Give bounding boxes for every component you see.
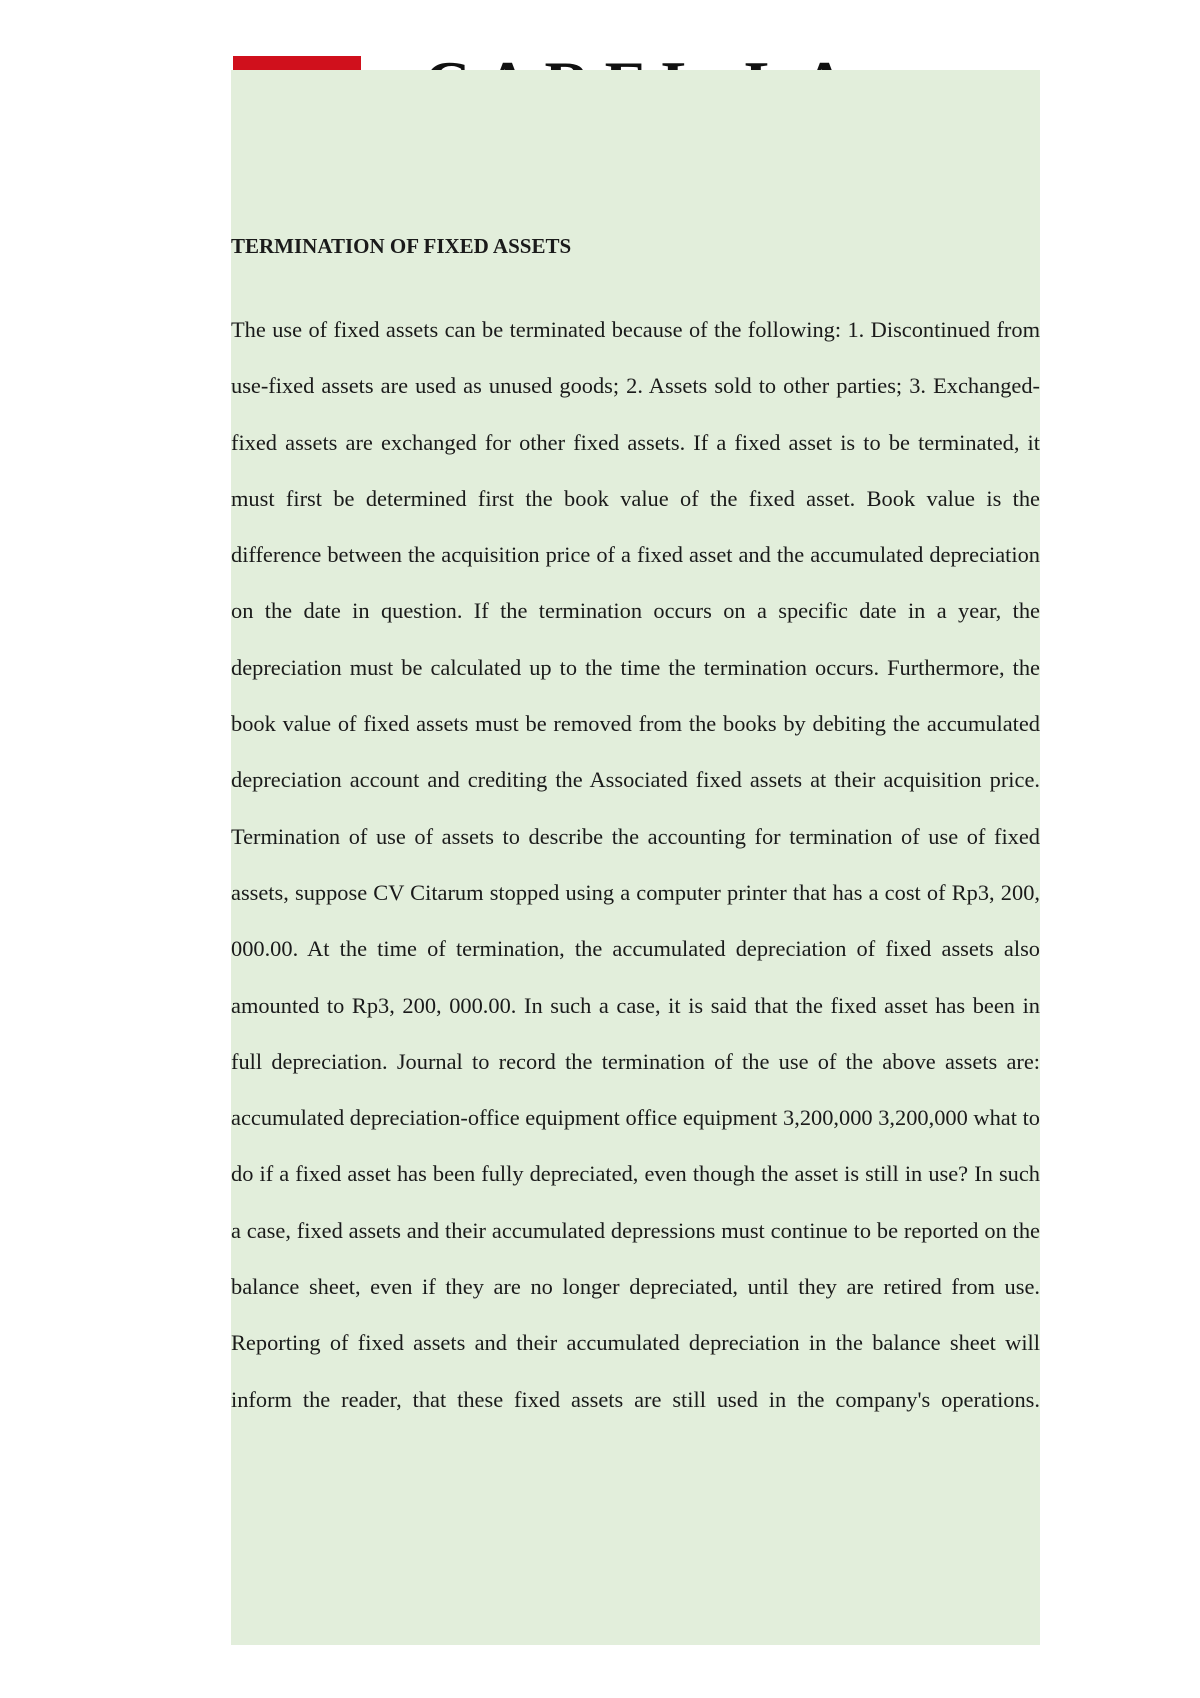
logo-wordmark bbox=[424, 50, 861, 72]
body-paragraph: The use of fixed assets can be terminated because of the following: 1. Discontinued from use-fixed assets are used as unused goods; 2. Assets sold to other parties; 3. Exchanged-fixed assets are exchanged for other fixed assets. If a fixed asset is to be terminated, it must first be determined first the book value of the fixed asset. Book value is the difference between the acquisition price of a fixed asset and the accumulated depreciation on the date in question. If the termination occurs on a specific date in a year, the depreciation must be calculated up to the time the termination occurs. Furthermore, the book value of fixed assets must be removed from the books by debiting the accumulated depreciation account and crediting the Associated fixed assets at their acquisition price. Termination of use of assets to describe the accounting for termination of use of fixed assets, suppose CV Citarum stopped using a computer printer that has a cost of Rp3, 200, 000.00. At the time of termination, the accumulated depreciation of fixed assets also amounted to Rp3, 200, 000.00. In such a case, it is said that the fixed asset has been in full depreciation. Journal to record the termination of the use of the above assets are: accumulated depreciation-office equipment office equipment 3,200,000 3,200,000 what to do if a fixed asset has been fully depreciated, even though the asset is still in use? In such a case, fixed assets and their accumulated depressions must continue to be reported on the balance sheet, even if they are no longer depreciated, until they are retired from use. Reporting of fixed assets and their accumulated depreciation in the balance sheet will inform the reader, that these fixed assets are still used in the company's operations. bbox=[231, 317, 1040, 1412]
section-heading: TERMINATION OF FIXED ASSETS bbox=[231, 234, 572, 258]
highlighted-content-block bbox=[231, 70, 1040, 1645]
logo-red-mark bbox=[233, 56, 361, 70]
